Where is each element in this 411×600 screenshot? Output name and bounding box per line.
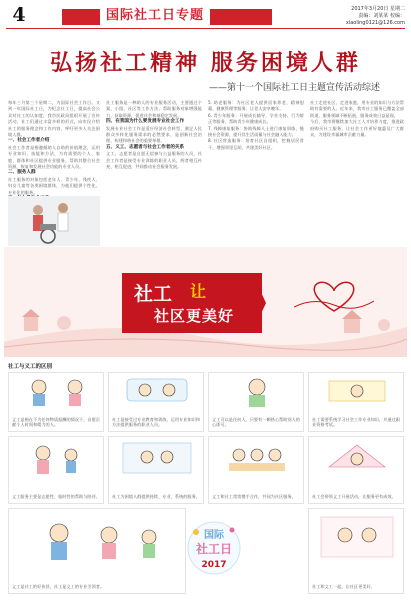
comic-illustration	[109, 437, 204, 479]
logo-text-line1: 国际	[204, 530, 224, 541]
comic-text: 社工是接受过专业教育和训练，运用专业知识和方法提供服务的职业人员。	[112, 416, 200, 428]
comic-text: 义工和社工常常携手合作，共同为社区服务。	[212, 494, 296, 500]
comic-text: 社工为困境人群提供持续、专业、系统的服务。	[112, 494, 200, 500]
comic-illustration	[309, 437, 404, 479]
comic-text: 义工可以是任何人，只要有一颗热心帮助别人的心即可。	[212, 416, 300, 428]
comic-illustration	[309, 509, 404, 565]
comic-panel-5	[8, 436, 104, 504]
col3-para-2: 6. 青少年服务：开展成长辅导、学业支持、行为矫正等服务，帮助青少年健康成长。	[208, 112, 304, 125]
comic-illustration	[9, 373, 104, 409]
col1-heading-2: 二、服务人群	[8, 170, 36, 176]
headline-title: 弘扬社工精神 服务困境人群	[50, 50, 361, 76]
col2-heading-1: 四、在我国为什么要发展专业社会工作	[106, 119, 185, 125]
col2-para-1: 社工服务是一种助人的专业服务活动，主要通过个案、小组、社区等工作方法，帮助服务对象增强能力、获取资源，促进社会和谐稳定发展。	[106, 100, 202, 118]
banner-line1-part1: 社工	[134, 283, 173, 305]
col2-heading-2: 五、义工、志愿者与社会工作者的关系	[106, 144, 185, 150]
comic-text: 社工和义工一起，让社区更美好。	[312, 584, 375, 590]
comic-illustration	[309, 373, 404, 409]
header-meta	[285, 6, 405, 27]
col3-para-1: 5. 助老服务：为社区老人提供居家养老、精神慰藉、健康管理等服务，让老人安享晚年。	[208, 100, 304, 112]
col3-para-4: 8. 社区营造服务：培育社区自组织，挖掘居民骨干，增强邻里互助，共建美好社区。	[208, 138, 304, 150]
logo-text-line2: 社工日	[195, 542, 232, 556]
banner-line1-part2: 让	[190, 282, 207, 301]
photo-elderly-care	[8, 196, 100, 246]
header-date: 2017年3月20日 星期二	[351, 6, 405, 12]
heart-ribbon-icon	[294, 277, 374, 317]
comic-text: 义工服务主要是志愿性、临时性的帮助与陪伴。	[12, 494, 100, 500]
comic-panel-4	[308, 372, 404, 432]
comic-illustration	[209, 437, 304, 479]
col4-para-2: 今后，我市将继续加大社工人才培养力度，推进政府购买社工服务，让社会工作更好地惠及广大群众，为建设幸福城市贡献力量。	[310, 119, 404, 138]
section-title: 国际社工日专题	[100, 7, 210, 25]
comic-panel-10	[308, 508, 404, 594]
page-header	[0, 0, 411, 30]
col1-para-1: 社会工作者是指遵循助人自助的价值理念，运用专业知识、技能和方法，为有需要的个人、家庭、群体和社区提供专业服务，帮助其整合社会资源，恢复和发展社会功能的专业人员。	[8, 144, 100, 170]
article-column-4	[310, 100, 404, 246]
article-column-2	[106, 100, 202, 246]
col1-heading-1: 一、社会工作者介绍	[8, 138, 50, 144]
comic-panel-2	[108, 372, 204, 432]
comic-panel-8	[308, 436, 404, 504]
header-editor: 责编：刘某某 校编：	[358, 13, 405, 19]
slogan-banner	[4, 247, 407, 357]
social-work-day-logo	[186, 520, 242, 576]
comic-text: 义工是社工的好伙伴，社工是义工的专业引领者。	[12, 584, 105, 590]
header-rule	[6, 28, 405, 29]
col1-intro: 每年三月第三个星期二，为国际社会工作日。又到一年国际社工日，为纪念社工日，提高社会公众对社工的认知度，我市民政局组织开展了宣传活动，社工们通过丰富多样的形式，向市民介绍社工的服务理念和工作内容，呼吁更多人关注困境人群。	[8, 100, 100, 138]
page-number: 4	[12, 4, 26, 26]
comic-panel-9	[8, 508, 186, 594]
banner-line2: 社区更美好	[154, 307, 235, 325]
comic-panel-6	[108, 436, 204, 504]
comic-text: 社工会带领义工开展活动，让服务更有成效。	[312, 494, 396, 500]
headline-subtitle: ——第十一个国际社工日主题宣传活动综述	[208, 83, 380, 93]
comic-illustration	[9, 509, 186, 569]
col2-para-3: 义工、志愿者是自愿无偿参与公益服务的人员，社会工作者是接受专业训练的职业人员，两者相互补充、相互促进，共同推动社会服务发展。	[106, 151, 202, 170]
article-column-3	[208, 100, 304, 246]
comic-panel-7	[208, 436, 304, 504]
comic-illustration	[209, 373, 304, 409]
comic-panel-3	[208, 372, 304, 432]
col2-para-2: 发展专业社会工作是适应经济社会转型、满足人民群众多样化服务需求的必然要求，是创新社会治理、构建和谐社会的重要举措。	[106, 125, 202, 144]
col1-para-2: 社工服务的对象包括老年人、青少年、残疾人、妇女儿童等各类困境群体，为他们提供个性化、专业化的服务。	[8, 176, 100, 195]
comic-illustration	[9, 437, 104, 479]
comic-text: 社工需要系统学习社会工作专业知识，并通过职业资格考试。	[312, 416, 400, 428]
logo-year: 2017	[201, 560, 227, 570]
col3-para-3: 7. 残障康复服务：协助残障人士进行康复训练，链接社会资源，提升其生活质量与社会融入能力。	[208, 125, 304, 138]
comic-panel-1	[8, 372, 104, 432]
comic-caption: 社工与义工的区别	[8, 364, 53, 370]
col4-para-1: 社工走进社区、走进家庭，用专业的知识与方法帮助有需要的人。近年来，我市社工服务已覆盖全部街道，服务领域不断拓展，服务成效日益显现。	[310, 100, 404, 118]
header-email: xiaoling0121@126.com	[345, 20, 405, 26]
comic-text: 义工是指在不为任何物质报酬的情况下，自愿贡献个人时间和精力的人。	[12, 416, 100, 428]
comic-illustration	[109, 373, 204, 409]
